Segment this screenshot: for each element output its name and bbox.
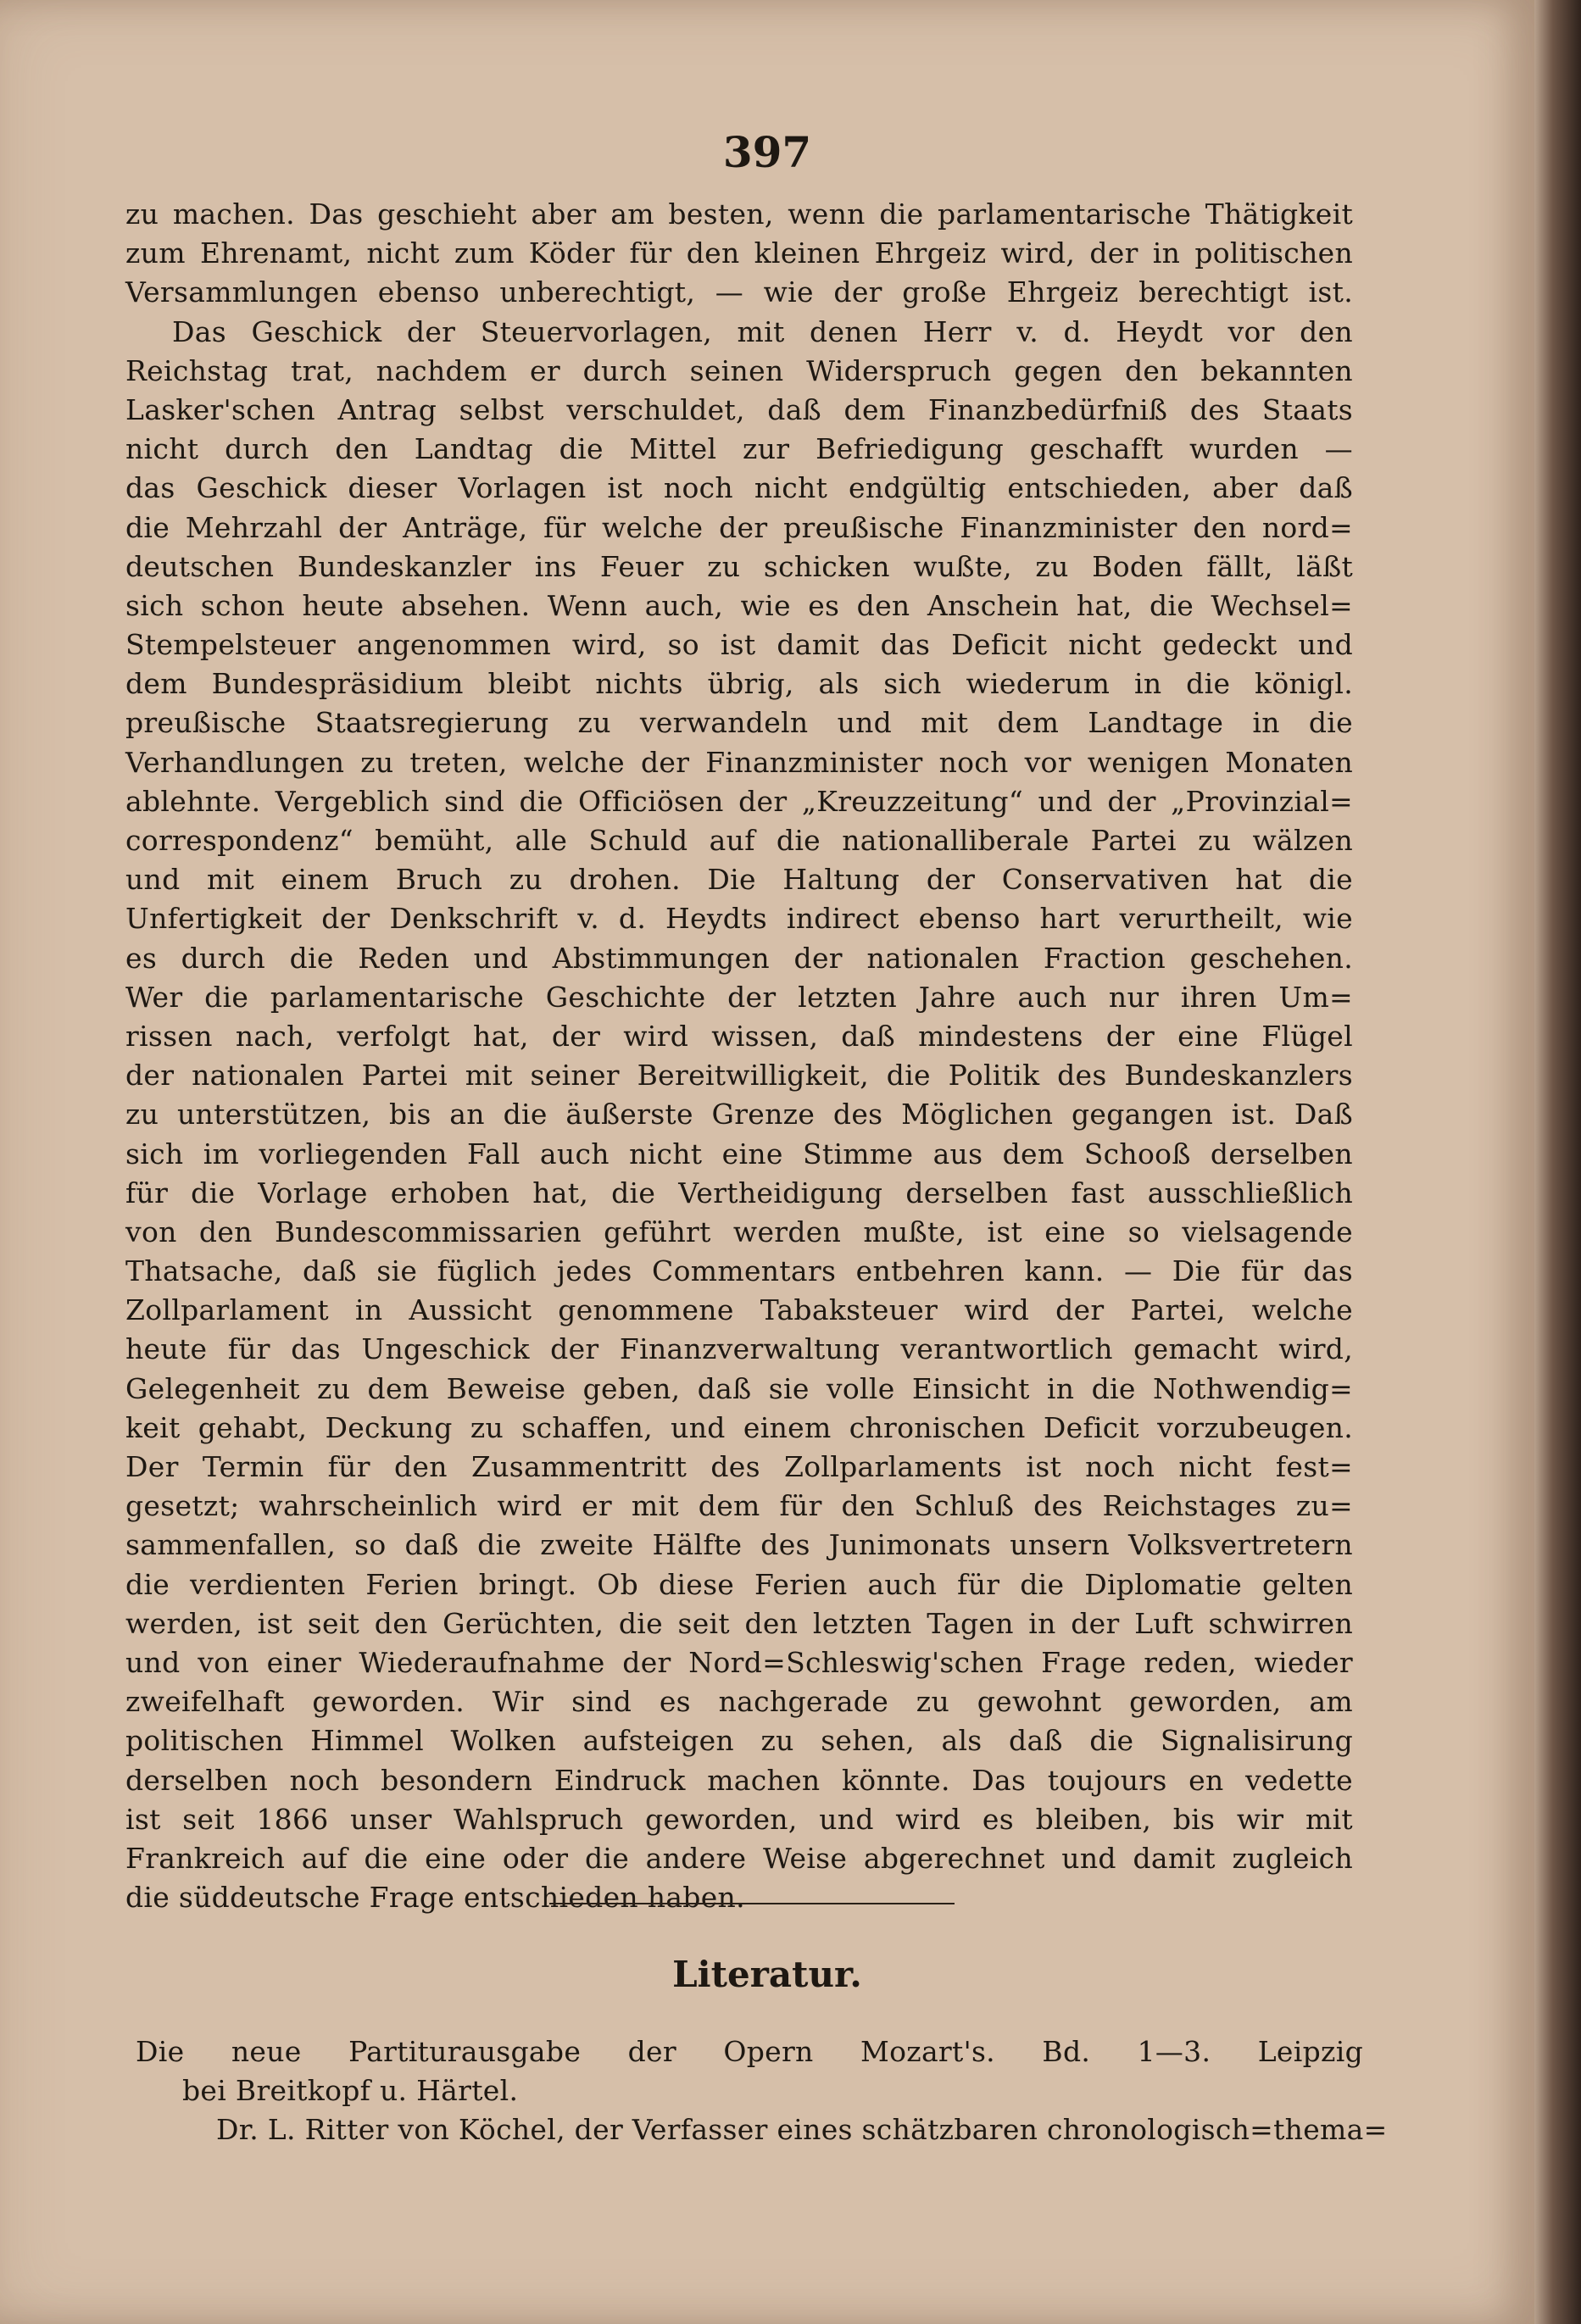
text-line: sammenfallen, so daß die zweite Hälfte des Junimonats unsern Volksvertretern: [125, 1528, 1353, 1562]
text-line: Gelegenheit zu dem Beweise geben, daß sie volle Einsicht in die Nothwendig=: [125, 1371, 1353, 1405]
text-line: Stempelsteuer angenommen wird, so ist damit das Deficit nicht gedeckt und: [125, 628, 1353, 662]
text-line: das Geschick dieser Vorlagen ist noch nicht endgültig entschieden, aber daß: [125, 471, 1353, 505]
text-line: Versammlungen ebenso unberechtigt, — wie der große Ehrgeiz berechtigt ist.: [125, 275, 1353, 309]
text-line: sich schon heute absehen. Wenn auch, wie es den Anschein hat, die Wechsel=: [125, 588, 1353, 622]
text-line: die süddeutsche Frage entschieden haben.: [125, 1881, 745, 1915]
text-line: Frankreich auf die eine oder die andere Weise abgerechnet und damit zugleich: [125, 1841, 1353, 1875]
text-line: correspondenz“ bemüht, alle Schuld auf die nationalliberale Partei zu wälzen: [125, 824, 1353, 857]
text-line: derselben noch besondern Eindruck machen könnte. Das toujours en vedette: [125, 1763, 1353, 1797]
text-line: deutschen Bundeskanzler ins Feuer zu schicken wußte, zu Boden fällt, läßt: [125, 549, 1353, 583]
text-line: rissen nach, verfolgt hat, der wird wissen, daß mindestens der eine Flügel: [125, 1019, 1353, 1053]
text-line: die verdienten Ferien bringt. Ob diese Ferien auch für die Diplomatie gelten: [125, 1567, 1353, 1601]
text-line: für die Vorlage erhoben hat, die Vertheidigung derselben fast ausschließlich: [125, 1176, 1353, 1209]
text-line: es durch die Reden und Abstimmungen der nationalen Fraction geschehen.: [125, 941, 1353, 975]
text-line: und mit einem Bruch zu drohen. Die Haltung der Conservativen hat die: [125, 863, 1353, 897]
literature-review-line: Dr. L. Ritter von Köchel, der Verfasser eines schätzbaren chronologisch=thema=: [216, 2113, 1388, 2146]
text-line: nicht durch den Landtag die Mittel zur Befriedigung geschafft wurden —: [125, 432, 1353, 466]
text-line: dem Bundespräsidium bleibt nichts übrig, als sich wiederum in die königl.: [125, 667, 1353, 701]
text-line: Unfertigkeit der Denkschrift v. d. Heydts indirect ebenso hart verurtheilt, wie: [125, 902, 1353, 936]
text-line: ist seit 1866 unser Wahlspruch geworden, und wird es bleiben, bis wir mit: [125, 1802, 1353, 1836]
text-line: und von einer Wiederaufnahme der Nord=Schleswig'schen Frage reden, wieder: [125, 1645, 1353, 1679]
text-line: sich im vorliegenden Fall auch nicht eine Stimme aus dem Schooß derselben: [125, 1137, 1353, 1170]
text-line: Das Geschick der Steuervorlagen, mit denen Herr v. d. Heydt vor den: [172, 314, 1353, 348]
text-line: Verhandlungen zu treten, welche der Finanzminister noch vor wenigen Monaten: [125, 745, 1353, 779]
text-line: ablehnte. Vergeblich sind die Officiösen der „Kreuzzeitung“ und der „Provinzial=: [125, 784, 1353, 818]
text-line: preußische Staatsregierung zu verwandeln und mit dem Landtage in die: [125, 706, 1353, 740]
text-line: Thatsache, daß sie füglich jedes Commentars entbehren kann. — Die für das: [125, 1254, 1353, 1288]
text-line: politischen Himmel Wolken aufsteigen zu sehen, als daß die Signalisirung: [125, 1724, 1353, 1758]
text-line: die Mehrzahl der Anträge, für welche der preußische Finanzminister den nord=: [125, 510, 1353, 544]
text-line: keit gehabt, Deckung zu schaffen, und einem chronischen Deficit vorzubeugen.: [125, 1410, 1353, 1444]
text-line: zweifelhaft geworden. Wir sind es nachgerade zu gewohnt geworden, am: [125, 1685, 1353, 1719]
text-line: von den Bundescommissarien geführt werden mußte, ist eine so vielsagende: [125, 1215, 1353, 1248]
text-line: gesetzt; wahrscheinlich wird er mit dem für den Schluß des Reichstages zu=: [125, 1489, 1353, 1523]
text-line: Wer die parlamentarische Geschichte der letzten Jahre auch nur ihren Um=: [125, 980, 1353, 1014]
section-title: Literatur.: [672, 1954, 862, 1995]
literature-review: [136, 2110, 1388, 2149]
text-line: zu unterstützen, bis an die äußerste Grenze des Möglichen gegangen ist. Daß: [125, 1098, 1353, 1131]
text-line: zum Ehrenamt, nicht zum Köder für den kleinen Ehrgeiz wird, der in politischen: [125, 236, 1353, 270]
text-line: Reichstag trat, nachdem er durch seinen Widerspruch gegen den bekannten: [125, 353, 1353, 387]
text-line: der nationalen Partei mit seiner Bereitwilligkeit, die Politik des Bundeskanzlers: [125, 1059, 1353, 1093]
text-line: Der Termin für den Zusammentritt des Zollparlaments ist noch nicht fest=: [125, 1450, 1353, 1483]
body-paragraphs: [125, 195, 1353, 1917]
literature-entry-publisher: bei Breitkopf u. Härtel.: [182, 2074, 519, 2107]
literature-entry: [136, 2032, 1363, 2110]
book-binding-edge: [1534, 0, 1581, 2324]
text-line: heute für das Ungeschick der Finanzverwaltung verantwortlich gemacht wird,: [125, 1332, 1353, 1366]
literature-entry-title: Die neue Partiturausgabe der Opern Mozart's. Bd. 1—3. Leipzig: [136, 2035, 1363, 2068]
text-line: zu machen. Das geschieht aber am besten, wenn die parlamentarische Thätigkeit: [125, 197, 1353, 231]
section-divider: [549, 1903, 955, 1904]
text-line: Lasker'schen Antrag selbst verschuldet, daß dem Finanzbedürfniß des Staats: [125, 392, 1353, 426]
page-number: 397: [722, 127, 812, 177]
text-line: werden, ist seit den Gerüchten, die seit den letzten Tagen in der Luft schwirren: [125, 1606, 1353, 1640]
text-line: Zollparlament in Aussicht genommene Tabaksteuer wird der Partei, welche: [125, 1293, 1353, 1327]
